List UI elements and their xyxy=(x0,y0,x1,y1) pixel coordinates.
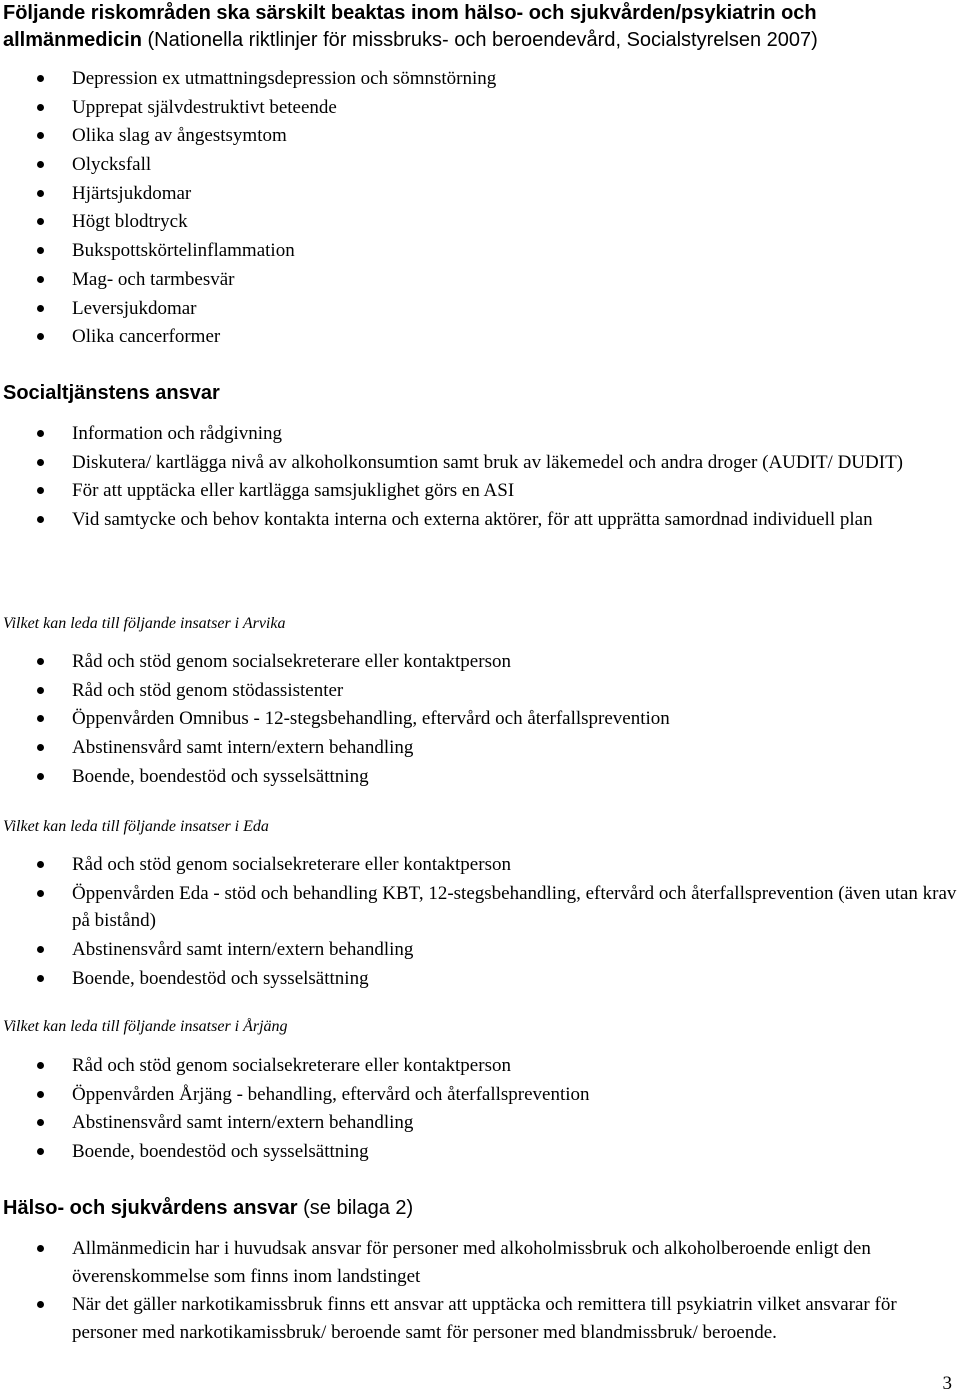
bullet-icon xyxy=(37,305,44,312)
bullet-icon xyxy=(37,946,44,953)
bullet-icon xyxy=(37,890,44,897)
bullet-icon xyxy=(37,516,44,523)
intro-heading-line2: allmänmedicin (Nationella riktlinjer för missbruks- och beroendevård, Socialstyrelsen 2007) xyxy=(3,29,818,51)
bullet-icon xyxy=(37,658,44,665)
list-item: Råd och stöd genom stödassistenter xyxy=(0,677,960,705)
social-list xyxy=(0,420,960,535)
health-heading: Hälso- och sjukvårdens ansvar (se bilaga 2) xyxy=(3,1197,414,1219)
bullet-icon xyxy=(37,687,44,694)
list-item: Öppenvården Eda - stöd och behandling KBT, 12-stegsbehandling, eftervård och återfallsprevention (även utan krav på bistånd) xyxy=(0,880,960,935)
bullet-icon xyxy=(37,190,44,197)
bullet-icon xyxy=(37,104,44,111)
bullet-icon xyxy=(37,975,44,982)
bullet-icon xyxy=(37,1245,44,1252)
bullet-icon xyxy=(37,1301,44,1308)
list-item: Boende, boendestöd och sysselsättning xyxy=(0,965,960,993)
list-item: För att upptäcka eller kartlägga samsjuklighet görs en ASI xyxy=(0,477,960,505)
list-item: Råd och stöd genom socialsekreterare eller kontaktperson xyxy=(0,851,960,879)
bullet-icon xyxy=(37,132,44,139)
page-number: 3 xyxy=(942,1373,952,1394)
list-item: Abstinensvård samt intern/extern behandling xyxy=(0,1109,960,1137)
arvika-list xyxy=(0,648,960,791)
list-item: Abstinensvård samt intern/extern behandling xyxy=(0,936,960,964)
health-list xyxy=(0,1235,960,1347)
bullet-icon xyxy=(37,773,44,780)
bullet-icon xyxy=(37,1091,44,1098)
intro-heading-line1: Följande riskområden ska särskilt beaktas inom hälso- och sjukvården/psykiatrin och xyxy=(3,2,817,24)
list-item: Vid samtycke och behov kontakta interna och externa aktörer, för att upprätta samordnad individuell plan xyxy=(0,506,960,534)
arjang-list xyxy=(0,1052,960,1167)
bullet-icon xyxy=(37,276,44,283)
bullet-icon xyxy=(37,430,44,437)
list-item: Depression ex utmattningsdepression och sömnstörning xyxy=(0,65,960,93)
list-item: Information och rådgivning xyxy=(0,420,960,448)
list-item: Allmänmedicin har i huvudsak ansvar för personer med alkoholmissbruk och alkoholberoende enligt den överenskommelse som finns inom landstinget xyxy=(0,1235,960,1290)
arjang-heading: Vilket kan leda till följande insatser i Årjäng xyxy=(3,1018,288,1035)
list-item: När det gäller narkotikamissbruk finns ett ansvar att upptäcka och remittera till psykiatrin vilket ansvarar för personer med narkotikamissbruk/ beroende samt för personer med blandmissbruk/ beroende. xyxy=(0,1291,960,1346)
risk-list xyxy=(0,65,960,352)
bullet-icon xyxy=(37,1062,44,1069)
bullet-icon xyxy=(37,459,44,466)
social-heading: Socialtjänstens ansvar xyxy=(3,382,220,404)
list-item: Råd och stöd genom socialsekreterare eller kontaktperson xyxy=(0,1052,960,1080)
bullet-icon xyxy=(37,218,44,225)
bullet-icon xyxy=(37,1148,44,1155)
list-item: Upprepat självdestruktivt beteende xyxy=(0,94,960,122)
list-item: Mag- och tarmbesvär xyxy=(0,266,960,294)
list-item: Abstinensvård samt intern/extern behandling xyxy=(0,734,960,762)
bullet-icon xyxy=(37,1119,44,1126)
bullet-icon xyxy=(37,161,44,168)
list-item: Öppenvården Omnibus - 12-stegsbehandling, eftervård och återfallsprevention xyxy=(0,705,960,733)
eda-list xyxy=(0,851,960,993)
list-item: Leversjukdomar xyxy=(0,295,960,323)
bullet-icon xyxy=(37,487,44,494)
bullet-icon xyxy=(37,75,44,82)
list-item: Råd och stöd genom socialsekreterare eller kontaktperson xyxy=(0,648,960,676)
list-item: Bukspottskörtelinflammation xyxy=(0,237,960,265)
list-item: Boende, boendestöd och sysselsättning xyxy=(0,1138,960,1166)
list-item: Högt blodtryck xyxy=(0,208,960,236)
list-item: Öppenvården Årjäng - behandling, eftervård och återfallsprevention xyxy=(0,1081,960,1109)
bullet-icon xyxy=(37,744,44,751)
list-item: Diskutera/ kartlägga nivå av alkoholkonsumtion samt bruk av läkemedel och andra droger (AUDIT/ DUDIT) xyxy=(0,449,960,477)
bullet-icon xyxy=(37,247,44,254)
list-item: Olika slag av ångestsymtom xyxy=(0,122,960,150)
arvika-heading: Vilket kan leda till följande insatser i Arvika xyxy=(3,615,286,632)
list-item: Olika cancerformer xyxy=(0,323,960,351)
list-item: Olycksfall xyxy=(0,151,960,179)
intro-heading xyxy=(3,0,958,54)
bullet-icon xyxy=(37,861,44,868)
list-item: Hjärtsjukdomar xyxy=(0,180,960,208)
eda-heading: Vilket kan leda till följande insatser i Eda xyxy=(3,818,269,835)
list-item: Boende, boendestöd och sysselsättning xyxy=(0,763,960,791)
bullet-icon xyxy=(37,333,44,340)
bullet-icon xyxy=(37,715,44,722)
